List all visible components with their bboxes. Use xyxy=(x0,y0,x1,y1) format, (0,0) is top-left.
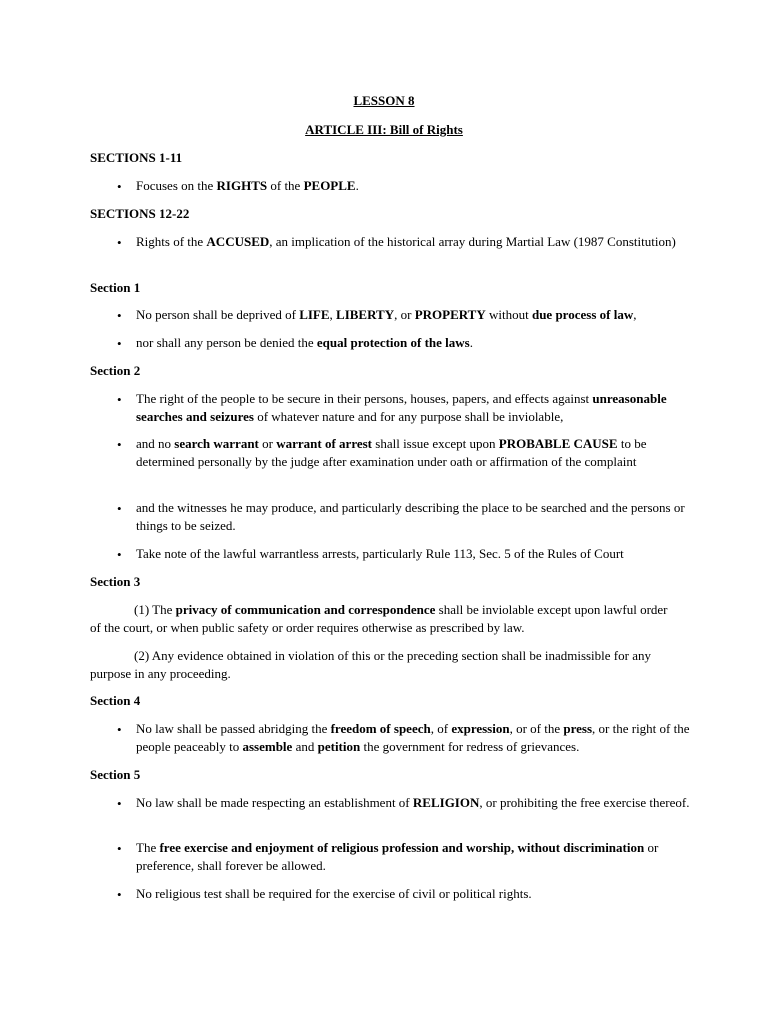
section-2-bullet-4: Take note of the lawful warrantless arrests, particularly Rule 113, Sec. 5 of the Rules of Court xyxy=(136,546,624,561)
section-2-bullet-2: and no search warrant or warrant of arrest shall issue except upon PROBABLE CAUSE to be determined personally by the judge after examination under oath or affirmation of the complaint xyxy=(136,436,647,469)
section-2-bullet-1: The right of the people to be secure in their persons, houses, papers, and effects against unreasonable searches and seizures of whatever nature and for any purpose shall be inviolable, xyxy=(136,391,667,424)
bullet-marker: • xyxy=(117,437,122,452)
lesson-title: LESSON 8 xyxy=(353,93,415,108)
sections-1-11-bullet-1: Focuses on the RIGHTS of the PEOPLE. xyxy=(136,178,359,193)
sections-12-22-heading: SECTIONS 12-22 xyxy=(90,206,190,221)
section-3-paragraph-2: (2) Any evidence obtained in violation of this or the preceding section shall be inadmissible for any purpose in any proceeding. xyxy=(90,648,651,681)
bullet-marker: • xyxy=(117,501,122,516)
section-3-heading: Section 3 xyxy=(90,574,141,589)
section-1-heading: Section 1 xyxy=(90,280,141,295)
bullet-marker: • xyxy=(117,887,122,902)
section-5-bullet-3: No religious test shall be required for the exercise of civil or political rights. xyxy=(136,886,532,901)
section-2-heading: Section 2 xyxy=(90,363,141,378)
section-2-bullet-3: and the witnesses he may produce, and particularly describing the place to be searched and the persons or things to be seized. xyxy=(136,500,685,533)
section-4-bullet-1: No law shall be passed abridging the freedom of speech, of expression, or of the press, or the right of the people peaceably to assemble and petition the government for redress of grievances. xyxy=(136,721,690,754)
bullet-marker: • xyxy=(117,179,122,194)
bullet-marker: • xyxy=(117,722,122,737)
bullet-marker: • xyxy=(117,392,122,407)
section-1-bullet-1: No person shall be deprived of LIFE, LIBERTY, or PROPERTY without due process of law, xyxy=(136,307,637,322)
bullet-marker: • xyxy=(117,308,122,323)
article-title: ARTICLE III: Bill of Rights xyxy=(305,122,463,137)
bullet-marker: • xyxy=(117,235,122,250)
section-5-bullet-2: The free exercise and enjoyment of religious profession and worship, without discrimination or preference, shall forever be allowed. xyxy=(136,840,659,873)
section-4-heading: Section 4 xyxy=(90,693,141,708)
bullet-marker: • xyxy=(117,841,122,856)
sections-1-11-heading: SECTIONS 1-11 xyxy=(90,150,183,165)
section-5-heading: Section 5 xyxy=(90,767,141,782)
section-1-bullet-2: nor shall any person be denied the equal protection of the laws. xyxy=(136,335,473,350)
section-3-paragraph-1: (1) The privacy of communication and correspondence shall be inviolable except upon lawful order of the court, or when public safety or order requires otherwise as prescribed by law. xyxy=(90,602,668,635)
bullet-marker: • xyxy=(117,336,122,351)
bullet-marker: • xyxy=(117,547,122,562)
sections-12-22-bullet-1: Rights of the ACCUSED, an implication of the historical array during Martial Law (1987 Constitution) xyxy=(136,234,676,249)
bullet-marker: • xyxy=(117,796,122,811)
section-5-bullet-1: No law shall be made respecting an establishment of RELIGION, or prohibiting the free exercise thereof. xyxy=(136,795,690,810)
